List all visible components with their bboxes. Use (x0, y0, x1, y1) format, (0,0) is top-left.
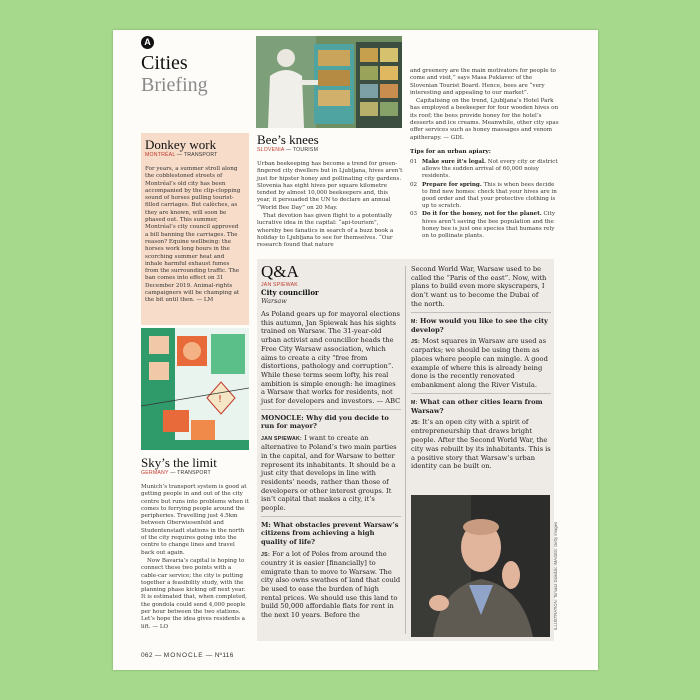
sky-body (141, 484, 249, 632)
footer-sep: — (205, 652, 213, 659)
tip-item (410, 182, 560, 211)
tip-rest: City hives aren’t saving the bee population and the honey bee is just one species that humans rely on to pollinate plants. (422, 211, 556, 239)
qa-answer-text: I want to create an alternative to Poland’s two main parties in the capital, and for Warsaw to better represent its inhabitants. It should be a just city that develops in line with residents’ needs, rather than those of developers or other interest groups. It isn’t capital that makes a city, it’s people. (261, 434, 397, 513)
donkey-kicker (145, 152, 218, 159)
svg-text:!: ! (218, 394, 223, 405)
tip-text (422, 159, 560, 181)
tip-bold: Make sure it’s legal. (422, 158, 486, 165)
councillor-portrait (411, 495, 550, 637)
section-title: Cities (141, 52, 188, 74)
qa-answer-4 (411, 418, 551, 471)
page-footer (141, 652, 234, 660)
qa-question-2: M: What obstacles prevent Warsaw’s citizens from achieving a high quality of life? (261, 520, 399, 547)
cable-car-illustration-graphic (141, 328, 249, 450)
sky-sep: — (170, 470, 176, 476)
sky-kicker (141, 470, 211, 477)
bees-paragraph-1: Urban beekeeping has become a trend for green-fingered city dwellers but in Ljubljana, hives aren’t just for hipster honey and pollinating city gardens. Slovenia has eight hives per square kilometre tended by almost 10,000 beekeepers and, this year, it persuaded the UN to declare an annual “World Bee Day” on 20 May. (257, 161, 403, 211)
qa-rule (411, 393, 551, 394)
qa-speaker: JS: (261, 551, 270, 558)
qa-city: Warsaw (261, 297, 287, 305)
qa-name: JAN SPIEWAK (261, 282, 298, 288)
qa-rule (411, 312, 551, 313)
tip-number: 02 (410, 181, 418, 188)
bees-kicker (257, 147, 318, 154)
bees-category: TOURISM (292, 147, 319, 153)
donkey-title: Donkey work (145, 137, 217, 152)
tip-rest: This is when bees decide to find new homes: check that your hives are in good order and that your protective clothing is up to scratch. (422, 181, 557, 210)
beekeeper-photo-graphic (256, 36, 402, 128)
tip-item (410, 211, 560, 240)
tip-number: 01 (410, 158, 418, 165)
sky-city: GERMANY (141, 470, 169, 476)
qa-question-3 (411, 317, 551, 335)
qa-heading: Q&A (261, 262, 299, 281)
qa-column-divider (405, 266, 406, 634)
tip-item (410, 159, 560, 181)
qa-question-4 (411, 398, 551, 416)
qa-answer-2 (261, 550, 401, 620)
qa-answer-text: It’s an open city with a spirit of entrepreneurship that draws bright people. After the Second World War, the city was rebuilt by its inhabitants. This is a positive story that Warsaw’s urban identity can be built on. (411, 418, 551, 471)
qa-left-column (261, 263, 401, 623)
bees-paragraph-4: Capitalising on the trend, Ljubljana’s Hotel Park has employed a beekeeper for four wooden hives on its roof; the bees provide honey for the hotel’s desserts and ice creams. Meanwhile, other city spas offer services such as honey massages and venom apitherapy. — GDL (410, 98, 559, 141)
bees-paragraph-3: and greenery are the main motivators for people to come and visit,” says Masa Puklavec of the Slovenian Tourist Board. Hence, bees are “very interesting and appealing to our market”. (410, 68, 556, 96)
qa-speaker: M: (411, 318, 418, 325)
qa-right-column (411, 265, 551, 474)
tip-bold: Do it for the honey, not for the planet. (422, 211, 542, 218)
bees-sep: — (285, 147, 292, 153)
qa-speaker: JAN SPIEWAK: (261, 436, 303, 443)
qa-rule (261, 516, 401, 517)
sky-paragraph-1: Munich’s transport system is good at getting people in and out of the city centre but runs into problems when it comes to ferrying people around the peripheries. Travelling just 4.5km between Oberwiesenfeld and Studentenstadt stations in the north of the city requires going into the centre to change lines and travel back out again. (141, 484, 249, 556)
bees-city: SLOVENIA (257, 147, 285, 153)
tip-text (422, 182, 560, 211)
donkey-city: MONTRÉAL (145, 152, 176, 158)
bees-title: Bee’s knees (257, 132, 319, 147)
donkey-sep: — (176, 152, 183, 158)
tip-number: 03 (410, 211, 418, 218)
bees-paragraph-2: That devotion has given flight to a potentially lucrative idea in the capital: “api-tourism”, whereby bee fanatics in search of a buzz book a holiday to Ljubljana to see for themselves. “Our research found that nature (257, 213, 394, 249)
donkey-work-article (141, 133, 249, 325)
sky-category: TRANSPORT (177, 470, 211, 476)
brand-name: MONOCLE (163, 652, 204, 659)
qa-answer-2-cont: Second World War, Warsaw used to be called the “Paris of the east”. Now, with plans to build even more skyscrapers, I don’t want us to become the Dubai of the north. (411, 265, 547, 308)
qa-answer-1 (261, 434, 401, 513)
magazine-page (113, 30, 598, 670)
footer-sep: — (154, 652, 162, 659)
page-number: 062 (141, 652, 153, 659)
sky-title: Sky’s the limit (141, 455, 217, 470)
qa-answer-3 (411, 337, 551, 390)
sky-paragraph-2: Now Bavaria’s capital is hoping to connect these two points with a cable-car service; the city is putting together a feasibility study, with the planning phase kicking off next year. It is estimated that, when completed, the gondola could send 4,000 people per hour between the two stations. Let’s hope the idea gives residents a lift. — LO (141, 557, 247, 630)
tips-title: Tips for an urban apiary: (410, 148, 491, 155)
qa-role: City councillor (261, 288, 319, 297)
tip-text (422, 211, 560, 240)
qa-left-body (261, 310, 401, 620)
qa-question-1: MONOCLE: Why did you decide to run for mayor? (261, 413, 389, 431)
section-subtitle: Briefing (141, 74, 208, 96)
beekeeper-photo (256, 36, 402, 128)
qa-speaker: M: (411, 399, 418, 406)
donkey-paragraph: For years, a summer stroll along the cobblestoned streets of Montréal’s old city has been accompanied by the clip-clopping sound of horses pulling tourist-filled carriages. But calèches, as they are known, will soon be phased out. This summer, Montréal’s city council approved a bill banning the carriages. The reason? Equine wellbeing: the horses work long hours in the scorching summer heat and inhale harmful exhaust fumes from the surrounding traffic. The ban comes into effect on 31 December 2019. Animal-rights campaigners will be champing at the bit until then. — LM (145, 166, 241, 304)
photo-credit-text: ILLUSTRATION: Tomasz Dziedzic IMAGES: Getty Images (553, 521, 558, 630)
qa-speaker: JS: (411, 339, 420, 346)
qa-answer-text: For a lot of Poles from around the country it is easier [financially] to emigrate than to move to Warsaw. The city also owns swathes of land that could be used to ease the burden of high rental prices. We should use this land to build 50,000 affordable flats for rent in the next 10 years. Before the (261, 549, 401, 620)
qa-question-text: How would you like to see the city develop? (411, 316, 548, 334)
tip-rest: Not every city or district allows the sudden arrival of 60,000 noisy residents. (422, 158, 558, 180)
section-badge: A (141, 36, 154, 49)
issue-number: Nº116 (214, 652, 234, 659)
tip-bold: Prepare for spring. (422, 181, 482, 188)
councillor-portrait-graphic (411, 495, 550, 637)
qa-rule (261, 409, 401, 410)
qa-speaker: JS: (411, 420, 420, 427)
qa-question-text: What can other cities learn from Warsaw? (411, 397, 543, 415)
donkey-category: TRANSPORT (183, 152, 218, 158)
cable-car-illustration (141, 328, 249, 450)
photo-credit (553, 500, 563, 630)
donkey-body (145, 166, 243, 306)
qa-answer-text: Most squares in Warsaw are used as carparks; we should be using them as places where people can mingle. A good example of where this is already being done is the recently renovated embankment along the River Vistula. (411, 337, 548, 390)
bees-body-left (257, 161, 403, 251)
qa-intro: As Poland gears up for mayoral elections this autumn, Jan Spiewak has his sights trained on Warsaw. The 31-year-old urban activist and councillor heads the Free City Warsaw association, which aims to create a city “free from distortions, pathology and corruption”. While these terms seem lofty, his real ambition is simple enough: he imagines a Warsaw that works for residents, not just for developers and investors. — ABC (261, 310, 401, 406)
bees-body-right (410, 68, 560, 241)
